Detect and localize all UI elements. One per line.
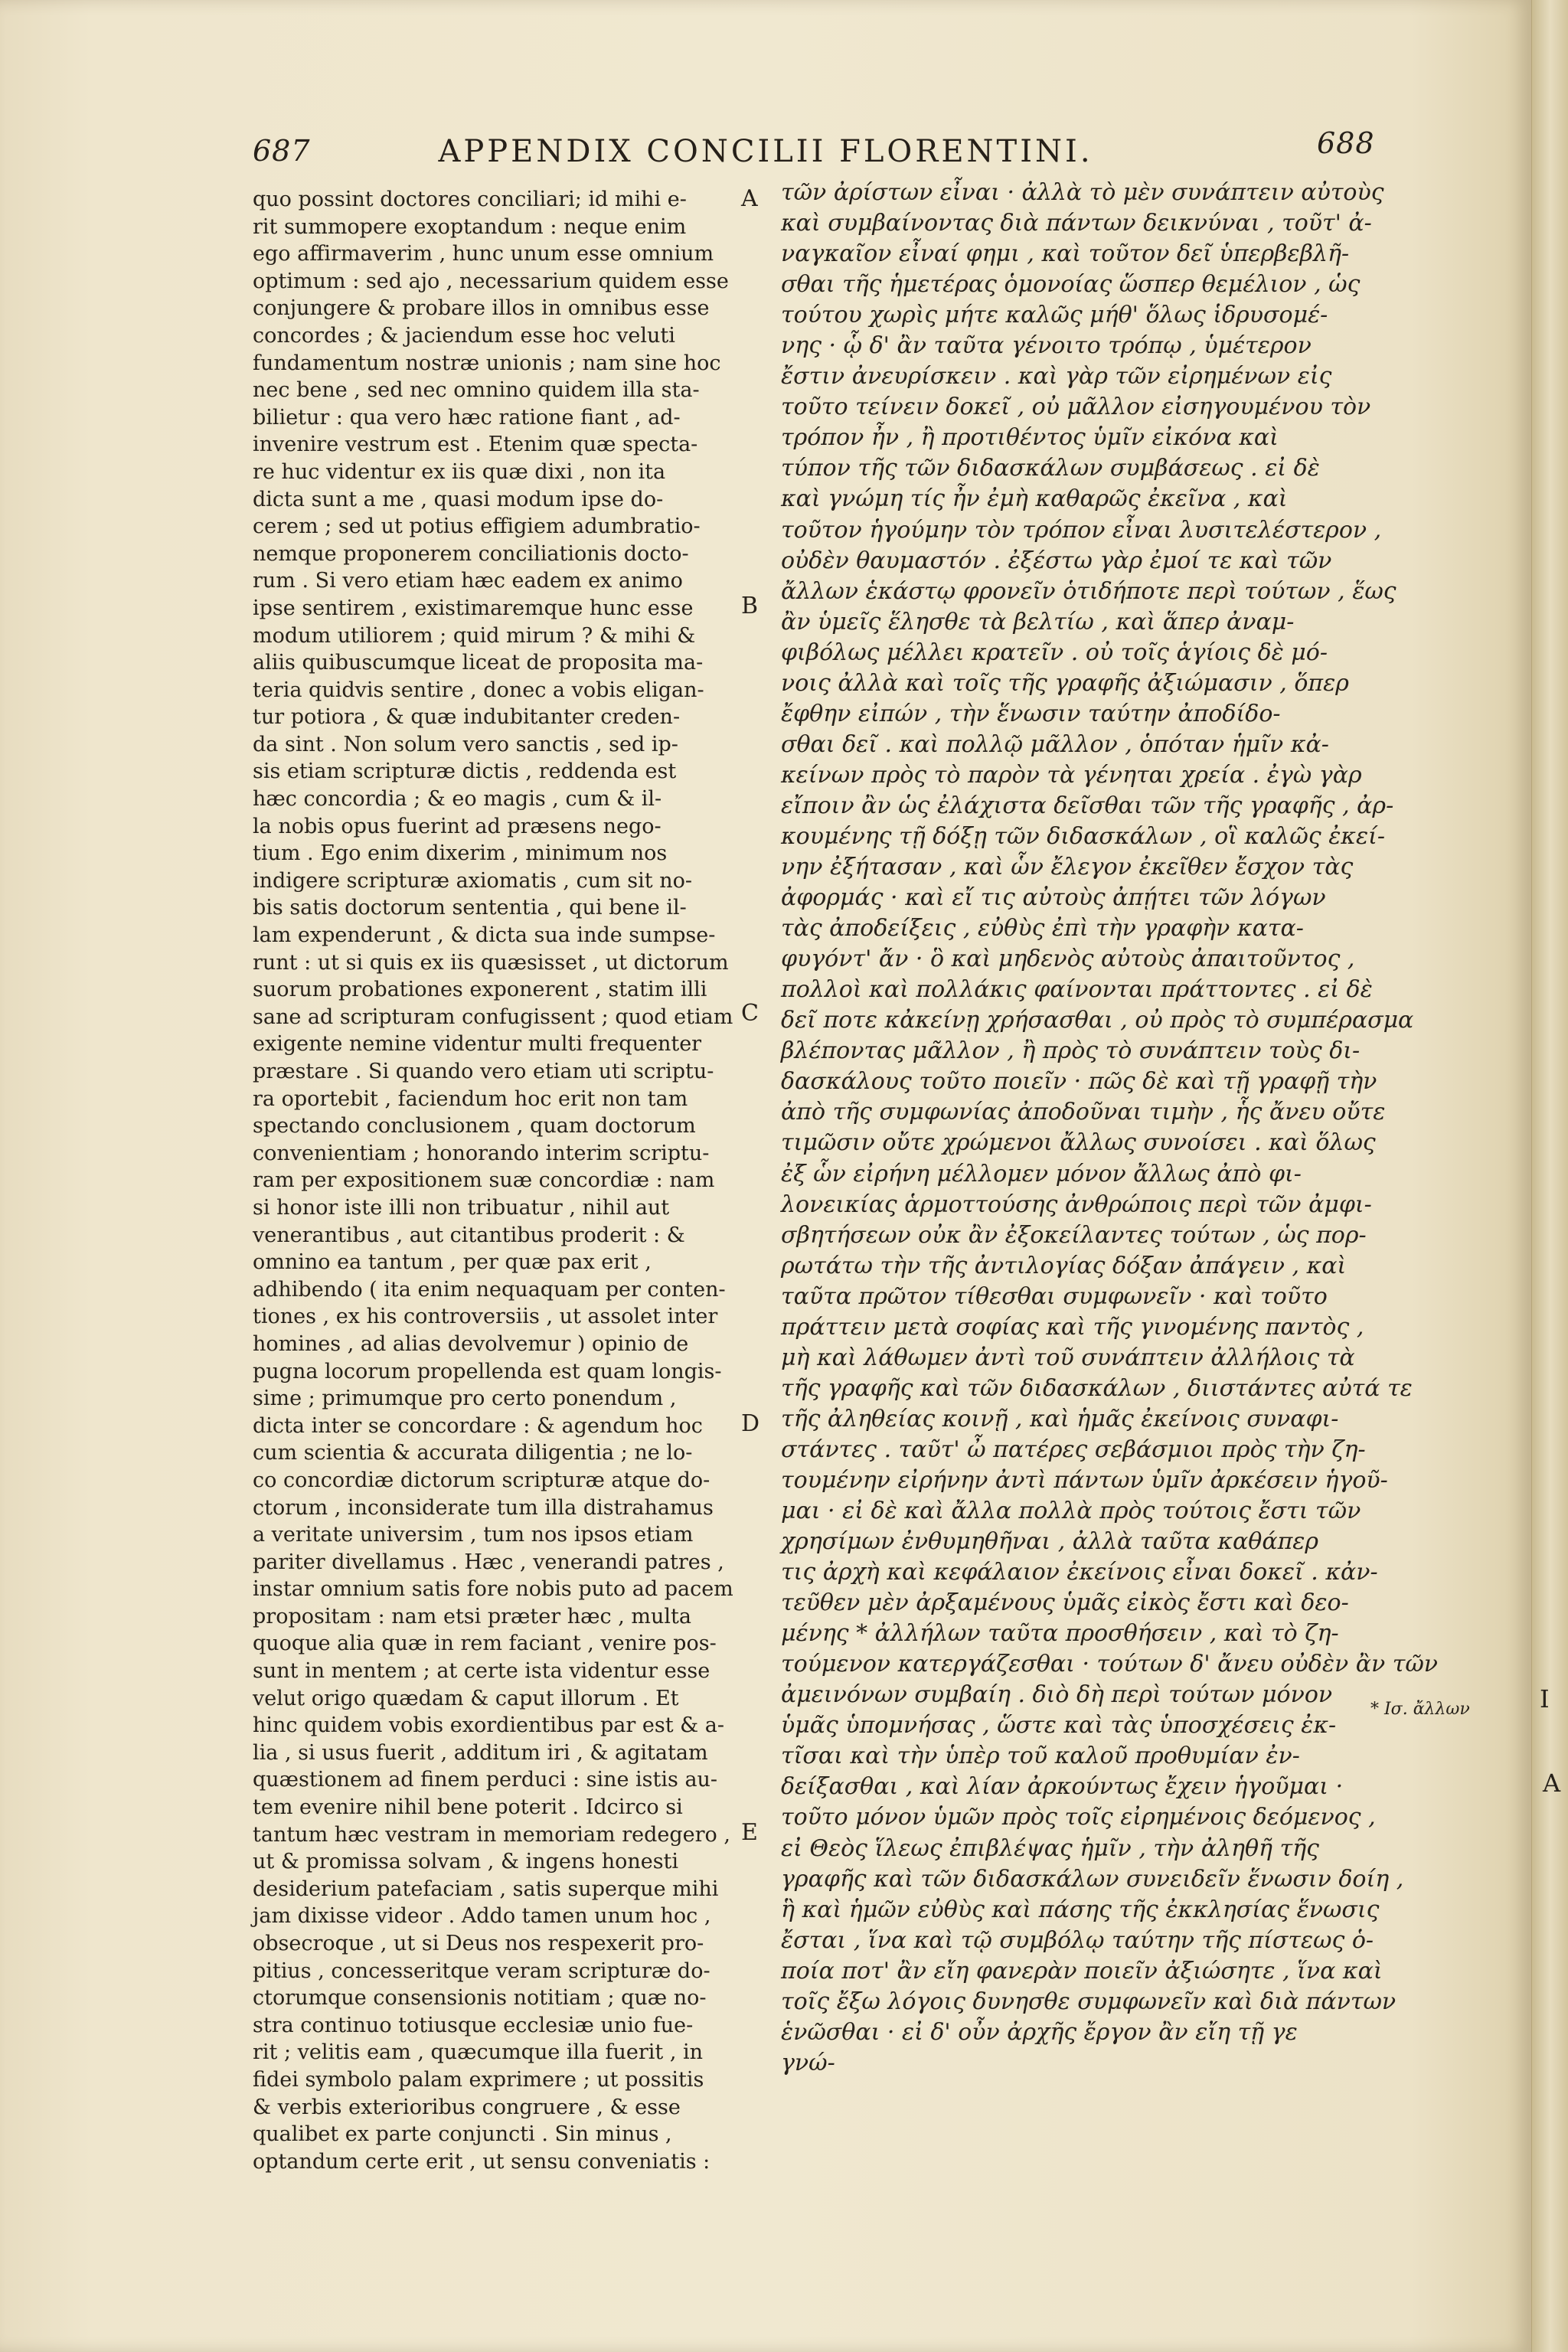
greek-text-line: νην ἐξήτασαν , καὶ ὧν ἔλεγον ἐκεῖθεν ἔσχον τὰς	[781, 854, 1354, 881]
latin-text-line: nec bene , sed nec omnino quidem illa sta-	[253, 378, 700, 403]
latin-text-line: stra continuo totiusque ecclesiæ unio fue-	[253, 2013, 694, 2037]
page-number-left: 687	[253, 134, 311, 168]
greek-text-line: ὑμᾶς ὑπομνήσας , ὥστε καὶ τὰς ὑποσχέσεις ἐκ-	[781, 1712, 1337, 1740]
greek-text-line: πράττειν μετὰ σοφίας καὶ τῆς γινομένης παντὸς ,	[781, 1313, 1364, 1341]
latin-text-line: omnino ea tantum , per quæ pax erit ,	[253, 1250, 652, 1275]
greek-text-line: τοῦτον ἡγούμην τὸν τρόπον εἶναι λυσιτελέστερον ,	[781, 516, 1382, 544]
latin-text-line: præstare . Si quando vero etiam uti scriptu-	[253, 1060, 714, 1083]
latin-text-line: optimum : sed ajo , necessarium quidem esse	[253, 269, 729, 293]
latin-text-line: fundamentum nostræ unionis ; nam sine hoc	[253, 351, 721, 375]
latin-text-line: dicta sunt a me , quasi modum ipse do-	[253, 487, 664, 511]
latin-text-line: quæstionem ad finem perduci : sine istis au-	[253, 1768, 718, 1792]
greek-text-line: τοῦτο τείνειν δοκεῖ , οὐ μᾶλλον εἰσηγουμένου τὸν	[781, 394, 1371, 421]
greek-text-line: ἐξ ὧν εἰρήνη μέλλομεν μόνον ἄλλως ἀπὸ φι-	[781, 1160, 1302, 1187]
latin-text-line: ut & promissa solvam , & ingens honesti	[253, 1850, 679, 1874]
greek-text-line: κουμένης τῇ δόξῃ τῶν διδασκάλων , οἳ καλῶς ἐκεί-	[781, 822, 1385, 850]
margin-letter-b: B	[741, 593, 759, 619]
latin-text-line: modum utiliorem ; quid mirum ? & mihi &	[253, 623, 696, 648]
latin-text-line: runt : ut si quis ex iis quæsisset , ut dictorum	[253, 950, 729, 975]
greek-text-line: ρωτάτω τὴν τῆς ἀντιλογίας δόξαν ἀπάγειν , καὶ	[781, 1252, 1347, 1279]
latin-text-line: rit ; velitis eam , quæcumque illa fuerit , in	[253, 2040, 704, 2065]
latin-text-line: & verbis exterioribus congruere , & esse	[253, 2095, 681, 2119]
latin-text-line: sime ; primumque pro certo ponendum ,	[253, 1387, 677, 1411]
latin-text-line: lam expenderunt , & dicta sua inde sumpse-	[253, 923, 716, 948]
edge-char-1: I	[1540, 1684, 1550, 1713]
latin-text-line: desiderium patefaciam , satis superque mihi	[253, 1877, 719, 1901]
greek-text-line: τῶν ἀρίστων εἶναι · ἀλλὰ τὸ μὲν συνάπτειν αὐτοὺς	[781, 179, 1384, 206]
latin-text-line: ego affirmaverim , hunc unum esse omnium	[253, 242, 714, 266]
latin-text-line: cerem ; sed ut potius effigiem adumbratio-	[253, 514, 701, 539]
latin-text-line: ram per expositionem suæ concordiæ : nam	[253, 1168, 715, 1193]
greek-text-line: σθαι δεῖ . καὶ πολλῷ μᾶλλον , ὁπόταν ἡμῖν κἀ-	[781, 730, 1329, 758]
latin-text-line: ctorum , inconsiderate tum illa distrahamus	[253, 1495, 714, 1520]
latin-text-line: invenire vestrum est . Etenim quæ specta-	[253, 433, 698, 457]
greek-text-line: γραφῆς καὶ τῶν διδασκάλων συνειδεῖν ἕνωσιν δοίη ,	[781, 1865, 1404, 1893]
greek-text-line: τοῦτο μόνον ὑμῶν πρὸς τοῖς εἰρημένοις δεόμενος ,	[781, 1804, 1376, 1831]
greek-text-line: κείνων πρὸς τὸ παρὸν τὰ γένηται χρεία . ἐγὼ γὰρ	[781, 761, 1362, 789]
latin-text-line: quoque alia quæ in rem faciant , venire pos-	[253, 1632, 717, 1656]
greek-text-line: ἄλλων ἑκάστῳ φρονεῖν ὁτιδήποτε περὶ τούτων , ἕως	[781, 577, 1396, 605]
greek-text-line: μένης * ἀλλήλων ταῦτα προσθήσειν , καὶ τὸ ζη-	[781, 1620, 1339, 1648]
latin-text-line: tium . Ego enim dixerim , minimum nos	[253, 841, 668, 866]
greek-text-line: εἰ Θεὸς ἵλεως ἐπιβλέψας ἡμῖν , τὴν ἀληθῆ τῆς	[781, 1834, 1319, 1862]
latin-text-line: tur potiora , & quæ indubitanter creden-	[253, 705, 681, 730]
latin-text-line: homines , ad alias devolvemur ) opinio de	[253, 1331, 689, 1356]
greek-text-line: νοις ἀλλὰ καὶ τοῖς τῆς γραφῆς ἀξιώμασιν , ὅπερ	[781, 669, 1349, 697]
greek-text-line: ἔσται , ἵνα καὶ τῷ συμβόλῳ ταύτην τῆς πίστεως ὁ-	[781, 1926, 1374, 1954]
greek-text-line: γνώ-	[781, 2049, 835, 2076]
latin-text-line: instar omnium satis fore nobis puto ad pacem	[253, 1577, 733, 1602]
latin-text-line: velut origo quædam & caput illorum . Et	[253, 1686, 679, 1710]
greek-text-line: σθαι τῆς ἡμετέρας ὁμονοίας ὥσπερ θεμέλιον , ὡς	[781, 271, 1361, 299]
latin-text-line: co concordiæ dictorum scripturæ atque do-	[253, 1468, 710, 1492]
latin-text-line: sane ad scripturam confugissent ; quod etiam	[253, 1004, 733, 1029]
latin-text-line: quo possint doctores conciliari; id mihi e-	[253, 188, 687, 211]
latin-column	[253, 186, 758, 2175]
greek-text-line: εἴποιν ἂν ὡς ἐλάχιστα δεῖσθαι τῶν τῆς γραφῆς , ἀρ-	[781, 792, 1394, 819]
latin-text-line: conjungere & probare illos in omnibus esse	[253, 296, 710, 321]
greek-text-line: ἀπὸ τῆς συμφωνίας ἀποδοῦναι τιμὴν , ἧς ἄνευ οὔτε	[781, 1099, 1386, 1126]
latin-text-line: exigente nemine videntur multi frequenter	[253, 1032, 702, 1057]
greek-text-line: ἔφθην εἰπών , τὴν ἕνωσιν ταύτην ἀποδίδο-	[781, 700, 1281, 727]
side-note: * Ισ. ἄλλων	[1370, 1700, 1470, 1719]
greek-text-line: τούμενον κατεργάζεσθαι · τούτων δ' ἄνευ οὐδὲν ἂν τῶν	[781, 1651, 1439, 1678]
greek-text-line: ἔστιν ἀνευρίσκειν . καὶ γὰρ τῶν εἰρημένων εἰς	[781, 363, 1332, 390]
margin-letter-d: D	[741, 1410, 760, 1437]
latin-text-line: a veritate universim , tum nos ipsos etiam	[253, 1523, 694, 1547]
greek-text-line: ταῦτα πρῶτον τίθεσθαι συμφωνεῖν · καὶ τοῦτο	[781, 1282, 1328, 1310]
greek-text-line: ἂν ὑμεῖς ἕλησθε τὰ βελτίω , καὶ ἅπερ ἀναμ-	[781, 608, 1295, 635]
greek-text-line: μὴ καὶ λάθωμεν ἀντὶ τοῦ συνάπτειν ἀλλήλοις τὰ	[781, 1344, 1355, 1371]
latin-text-line: lia , si usus fuerit , additum iri , & agitatam	[253, 1740, 708, 1765]
greek-text-line: νης · ᾧ δ' ἂν ταῦτα γένοιτο τρόπῳ , ὑμέτερον	[781, 332, 1312, 360]
greek-text-line: χρησίμων ἐνθυμηθῆναι , ἀλλὰ ταῦτα καθάπερ	[781, 1528, 1319, 1556]
latin-text-line: fidei symbolo palam exprimere ; ut possitis	[253, 2067, 704, 2092]
greek-text-line: ναγκαῖον εἶναί φημι , καὶ τοῦτον δεῖ ὑπερβεβλῆ-	[781, 240, 1350, 268]
greek-text-line: ἣ καὶ ἡμῶν εὐθὺς καὶ πάσης τῆς ἐκκλησίας ἕνωσις	[781, 1896, 1380, 1923]
greek-text-line: τῆς γραφῆς καὶ τῶν διδασκάλων , διιστάντες αὐτά τε	[781, 1374, 1413, 1402]
latin-text-line: pariter divellamus . Hæc , venerandi patres ,	[253, 1550, 724, 1574]
latin-text-line: rum . Si vero etiam hæc eadem ex animo	[253, 569, 683, 593]
greek-text-line: δασκάλους τοῦτο ποιεῖν · πῶς δὲ καὶ τῇ γραφῇ τὴν	[781, 1068, 1377, 1096]
greek-text-line: μαι · εἰ δὲ καὶ ἄλλα πολλὰ πρὸς τούτοις ἔστι τῶν	[781, 1498, 1361, 1525]
latin-text-line: ipse sentirem , existimaremque hunc esse	[253, 596, 694, 620]
latin-text-line: tem evenire nihil bene poterit . Idcirco si	[253, 1795, 683, 1820]
greek-text-line: φιβόλως μέλλει κρατεῖν . οὐ τοῖς ἁγίοις δὲ μό-	[781, 639, 1328, 666]
latin-text-line: hinc quidem vobis exordientibus par est & a-	[253, 1713, 724, 1738]
greek-text-line: ποία ποτ' ἂν εἴη φανερὰν ποιεῖν ἀξιώσητε , ἵνα καὶ	[781, 1957, 1383, 1984]
greek-text-line: τουμένην εἰρήνην ἀντὶ πάντων ὑμῖν ἀρκέσειν ἡγοῦ-	[781, 1466, 1388, 1494]
greek-text-line: τὰς ἀποδείξεις , εὐθὺς ἐπὶ τὴν γραφὴν κατα-	[781, 915, 1304, 942]
latin-text-line: nemque proponerem conciliationis docto-	[253, 541, 689, 566]
latin-text-line: cum scientia & accurata diligentia ; ne lo-	[253, 1441, 693, 1465]
greek-text-line: δεῖ ποτε κἀκείνῃ χρήσασθαι , οὐ πρὸς τὸ συμπέρασμα	[781, 1007, 1414, 1034]
running-title: APPENDIX CONCILII FLORENTINI.	[438, 134, 1093, 169]
latin-text-line: re huc videntur ex iis quæ dixi , non ita	[253, 459, 666, 484]
greek-text-line: τούτου χωρὶς μήτε καλῶς μήθ' ὅλως ἱδρυσομέ-	[781, 302, 1328, 329]
greek-text-line: σβητήσεων οὐκ ἂν ἐξοκείλαντες τούτων , ὡς πορ-	[781, 1221, 1367, 1249]
latin-text-line: la nobis opus fuerint ad præsens nego-	[253, 814, 662, 838]
latin-text-line: concordes ; & jaciendum esse hoc veluti	[253, 323, 675, 348]
greek-text-line: οὐδὲν θαυμαστόν . ἐξέστω γὰρ ἐμοί τε καὶ τῶν	[781, 547, 1332, 574]
latin-text-line: rit summopere exoptandum : neque enim	[253, 214, 687, 239]
greek-text-line: καὶ γνώμη τίς ἦν ἐμὴ καθαρῶς ἐκεῖνα , καὶ	[781, 485, 1288, 513]
latin-text-line: propositam : nam etsi præter hæc , multa	[253, 1604, 691, 1628]
latin-text-line: ra oportebit , faciendum hoc erit non tam	[253, 1086, 688, 1111]
greek-text-line: στάντες . ταῦτ' ὦ πατέρες σεβάσμιοι πρὸς τὴν ζη-	[781, 1436, 1366, 1463]
latin-text-line: convenientiam ; honorando interim scriptu-	[253, 1141, 710, 1165]
greek-text-line: ἀφορμάς · καὶ εἴ τις αὐτοὺς ἀπῄτει τῶν λόγων	[781, 884, 1326, 912]
latin-text-line: adhibendo ( ita enim nequaquam per conten-	[253, 1277, 726, 1302]
latin-text-line: tiones , ex his controversiis , ut assolet inter	[253, 1305, 718, 1329]
latin-text-line: bilietur : qua vero hæc ratione fiant , ad-	[253, 405, 681, 430]
greek-text-line: τῖσαι καὶ τὴν ὑπὲρ τοῦ καλοῦ προθυμίαν ἐν-	[781, 1743, 1300, 1770]
latin-text-line: obsecroque , ut si Deus nos respexerit pro-	[253, 1932, 704, 1955]
latin-text-line: pitius , concesseritque veram scripturæ do-	[253, 1958, 710, 1983]
margin-letter-c: C	[741, 1000, 759, 1027]
latin-text-line: sis etiam scripturæ dictis , reddenda est	[253, 760, 677, 784]
latin-text-line: dicta inter se concordare : & agendum hoc	[253, 1413, 703, 1438]
greek-text-line: τύπον τῆς τῶν διδασκάλων συμβάσεως . εἰ δὲ	[781, 455, 1320, 482]
greek-text-line: τεῦθεν μὲν ἀρξαμένους ὑμᾶς εἰκὸς ἔστι καὶ δεο-	[781, 1589, 1349, 1617]
latin-text-line: venerantibus , aut citantibus proderit : &	[253, 1223, 685, 1247]
latin-text-line: pugna locorum propellenda est quam longis-	[253, 1359, 722, 1383]
greek-text-line: δείξασθαι , καὶ λίαν ἀρκούντως ἔχειν ἡγοῦμαι ·	[781, 1773, 1344, 1801]
latin-text-line: qualibet ex parte conjuncti . Sin minus ,	[253, 2122, 672, 2147]
latin-text-line: spectando conclusionem , quam doctorum	[253, 1114, 696, 1138]
latin-text-line: hæc concordia ; & eo magis , cum & il-	[253, 787, 662, 812]
greek-text-line: πολλοὶ καὶ πολλάκις φαίνονται πράττοντες . εἰ δὲ	[781, 976, 1373, 1004]
latin-text-line: tantum hæc vestram in memoriam redegero ,	[253, 1822, 730, 1847]
latin-text-line: teria quidvis sentire , donec a vobis eligan-	[253, 678, 704, 702]
latin-text-line: optandum certe erit , ut sensu conveniatis :	[253, 2149, 710, 2174]
margin-letter-a: A	[741, 185, 758, 212]
latin-text-line: ctorumque consensionis notitiam ; quæ no-	[253, 1986, 707, 2011]
greek-text-line: ἀμεινόνων συμβαίη . διὸ δὴ περὶ τούτων μόνον	[781, 1681, 1333, 1709]
edge-char-2: A	[1543, 1769, 1561, 1798]
margin-letter-e: E	[741, 1819, 758, 1846]
greek-text-line: τοῖς ἔξω λόγοις δυνησθε συμφωνεῖν καὶ διὰ πάντων	[781, 1988, 1396, 2015]
latin-text-line: suorum probationes exponerent , statim illi	[253, 978, 707, 1002]
latin-text-line: bis satis doctorum sententia , qui bene il-	[253, 896, 687, 920]
greek-text-line: τιμῶσιν οὔτε χρώμενοι ἄλλως συνοίσει . καὶ ὅλως	[781, 1129, 1376, 1157]
latin-text-line: si honor iste illi non tribuatur , nihil aut	[253, 1195, 670, 1220]
greek-text-line: τῆς ἀληθείας κοινῇ , καὶ ἡμᾶς ἐκείνοις συναφι-	[781, 1405, 1339, 1432]
latin-text-line: da sint . Non solum vero sanctis , sed ip-	[253, 732, 678, 756]
margin-letters	[735, 0, 781, 2352]
greek-text-line: τις ἀρχὴ καὶ κεφάλαιον ἐκείνοις εἶναι δοκεῖ . κἀν-	[781, 1559, 1378, 1586]
next-page-edge	[1531, 0, 1568, 2352]
latin-text-line: indigere scripturæ axiomatis , cum sit no-	[253, 868, 692, 893]
latin-text-line: aliis quibuscumque liceat de proposita ma-	[253, 651, 704, 675]
greek-text-line: λονεικίας ἁρμοττούσης ἀνθρώποις περὶ τῶν ἀμφι-	[781, 1191, 1372, 1218]
greek-text-line: βλέποντας μᾶλλον , ἢ πρὸς τὸ συνάπτειν τοὺς δι-	[781, 1037, 1361, 1065]
greek-text-line: φυγόντ' ἄν · ὃ καὶ μηδενὸς αὐτοὺς ἀπαιτοῦντος ,	[781, 946, 1355, 973]
latin-text-line: jam dixisse videor . Addo tamen unum hoc ,	[253, 1904, 711, 1929]
greek-text-line: ἑνῶσθαι · εἰ δ' οὖν ἀρχῆς ἔργον ἂν εἴη τῇ γε	[781, 2018, 1298, 2046]
greek-text-line: καὶ συμβαίνοντας διὰ πάντων δεικνύναι , τοῦτ' ἀ-	[781, 210, 1372, 237]
latin-text-line: sunt in mentem ; at certe ista videntur esse	[253, 1659, 710, 1684]
greek-text-line: τρόπον ἦν , ἢ προτιθέντος ὑμῖν εἰκόνα καὶ	[781, 424, 1279, 452]
page-number-right: 688	[1317, 126, 1375, 160]
